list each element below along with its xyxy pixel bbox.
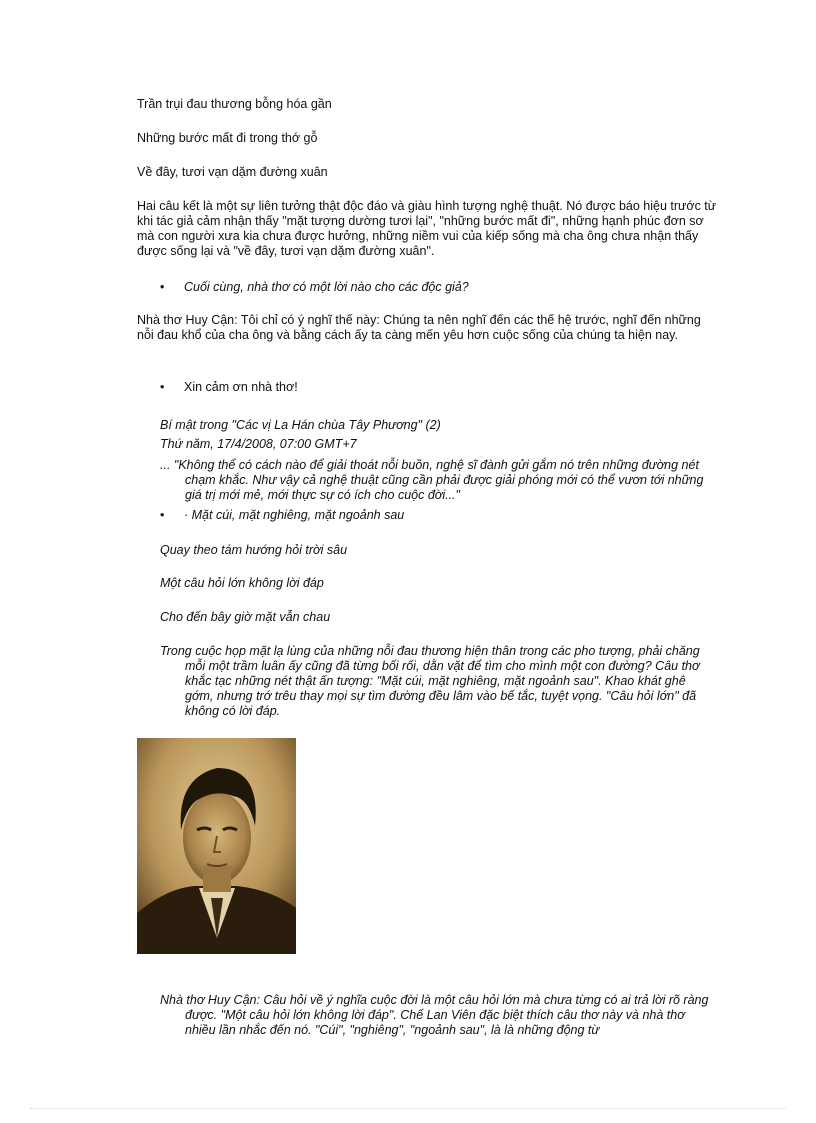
commentary-paragraph: Hai câu kết là một sự liên tưởng thật độc đáo và giàu hình tượng nghệ thuật. Nó được báo hiệu trước từ khi tác giả cảm nhận thấy "mặt tượng dường tươi lại", "những bước mất đi", những hạnh phúc đơn sơ mà con người xưa kia chưa được hưởng, những niềm vui của kiếp sống mà cha ông chưa nhận thấy được sống lại và "về đây, tươi vạn dặm đường xuân". [137,199,717,258]
article-lead: ... "Không thể có cách nào để giải thoát nỗi buồn, nghệ sĩ đành gửi gắm nó trên những đường nét chạm khắc. Như vậy cả nghệ thuật cũng cần phải được giải phóng mới có thể vươn tới những giá trị mới mẻ, mới thực sự có ích cho cuộc đời..." [160,458,704,502]
verse-line-3: Cho đến bây giờ mặt vẫn chau [160,610,331,624]
article-date: Thứ năm, 17/4/2008, 07:00 GMT+7 [160,437,357,451]
article-bullet [160,508,700,523]
question-bullet [160,280,700,295]
article-bullet-text: • · Mặt cúi, mặt nghiêng, mặt ngoảnh sau [184,508,405,522]
poem-line-3: Về đây, tươi vạn dặm đường xuân [137,165,328,179]
closing-paragraph: Nhà thơ Huy Cận: Câu hỏi về ý nghĩa cuộc đời là một câu hỏi lớn mà chưa từng có ai trả lời rõ ràng được. "Một câu hỏi lớn không lời đáp". Chế Lan Viên đặc biệt thích câu thơ này và nhà thơ nhiều lần nhắc đến nó. "Cúi", "nghiêng", "ngoảnh sau", là là những động từ [160,993,709,1037]
question-text: • Cuối cùng, nhà thơ có một lời nào cho các độc giả? [184,280,469,294]
thanks-bullet [160,380,700,395]
portrait-photo [137,738,296,954]
portrait-illustration [137,738,296,954]
answer-paragraph: Nhà thơ Huy Cận: Tôi chỉ có ý nghĩ thế này: Chúng ta nên nghĩ đến các thế hệ trước, nghĩ đến những nỗi đau khổ của cha ông và bằng cách ấy ta càng mến yêu hơn cuộc sống của chúng ta hiện nay. [137,313,701,342]
page-divider [30,1108,786,1109]
poem-line-1: Trần trụi đau thương bỗng hóa gần [137,97,332,111]
poem-line-2: Những bước mất đi trong thớ gỗ [137,131,318,145]
article-paragraph: Trong cuộc họp mặt lạ lùng của những nỗi đau thương hiện thân trong các pho tượng, phải chăng mỗi một trầm luân ấy cũng đã từng bối rối, dằn vặt để tìm cho mình một con đường? Câu thơ khắc tạc những nét thật ấn tượng: "Mặt cúi, mặt nghiêng, mặt ngoảnh sau". Khao khát ghê gớm, nhưng trớ trêu thay mọi sự tìm đường đều lâm vào bế tắc, tuyệt vọng. "Câu hỏi lớn" đã không có lời đáp. [160,644,700,718]
verse-line-2: Một câu hỏi lớn không lời đáp [160,576,324,590]
verse-line-1: Quay theo tám hướng hỏi trời sâu [160,543,348,557]
thanks-text: • Xin cảm ơn nhà thơ! [184,380,298,394]
article-title: Bí mật trong "Các vị La Hán chùa Tây Phương" (2) [160,418,441,432]
